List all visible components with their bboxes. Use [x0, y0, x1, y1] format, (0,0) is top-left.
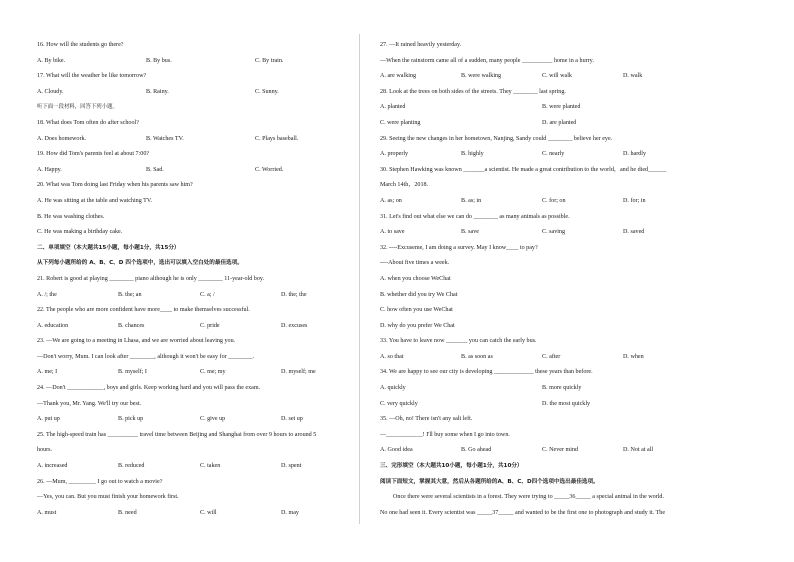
question-22-options — [37, 319, 372, 335]
question-21 — [37, 272, 372, 288]
question-30 — [380, 163, 720, 179]
option-a[interactable]: A. as; on — [380, 197, 402, 204]
option-c[interactable]: C. after — [542, 353, 561, 360]
question-33 — [380, 334, 720, 350]
option-c[interactable]: C. me; my — [200, 369, 226, 376]
section-2-instruction: 从下列每小题所给的 A、B、C、D 四个选项中，选出可以填入空白处的最佳选项。 — [37, 260, 243, 267]
option-b[interactable]: B. Go ahead — [461, 447, 492, 454]
question-34 — [380, 365, 720, 381]
question-25 — [37, 428, 372, 444]
question-21-options — [37, 288, 372, 304]
passage-line-1: Once there were several scientists in a forest. They were trying to _____36_____ a special animal in the world. — [393, 494, 664, 501]
question-27 — [380, 38, 720, 54]
option-c[interactable]: C. very quickly — [380, 400, 418, 407]
question-stem: ----About five times a week. — [380, 260, 450, 267]
question-30-cont — [380, 178, 720, 194]
question-18 — [37, 116, 372, 132]
option-c[interactable]: C. Worried. — [255, 166, 284, 173]
question-23-options — [37, 365, 372, 381]
option-c[interactable]: C. give up — [200, 416, 226, 423]
option-c[interactable]: C. taken — [200, 463, 221, 470]
question-stem: 35. —Oh, no! There isn't any salt left. — [380, 416, 473, 423]
question-stem: 18. What does Tom often do after school? — [37, 119, 139, 126]
question-stem: 27. —It rained heavily yesterday. — [380, 42, 462, 48]
option-c[interactable]: C. a; / — [200, 291, 215, 298]
question-27-reply — [380, 54, 720, 70]
question-stem: 32. ----Excuseme, I am doing a survey. May I know____ to pay? — [380, 244, 538, 251]
option-b[interactable]: B. need — [118, 509, 137, 516]
question-19 — [37, 147, 372, 163]
option-d[interactable]: D. the most quickly — [542, 400, 591, 407]
option-c[interactable]: C. nearly — [542, 151, 565, 158]
option-d[interactable]: D. excuses — [281, 322, 308, 329]
question-31 — [380, 210, 720, 226]
option-b[interactable]: B. the; an — [118, 291, 142, 298]
option-a[interactable]: A. increased — [37, 463, 68, 470]
question-25-options — [37, 459, 372, 475]
option-d[interactable]: D. when — [623, 353, 644, 360]
option-a[interactable]: A. to save — [380, 229, 405, 236]
option-d[interactable]: D. may — [281, 509, 299, 516]
question-30-options — [380, 194, 720, 210]
option-c[interactable]: C. saving — [542, 229, 566, 236]
option-b[interactable]: B. chances — [118, 322, 145, 329]
option-a[interactable]: A. By bike. — [37, 57, 66, 64]
question-29 — [380, 132, 720, 148]
question-stem: 34. We are happy to see our city is developing _____________ these years than before. — [380, 369, 593, 376]
question-stem: —When the rainstorm came all of a sudden, many people __________ home in a hurry. — [380, 57, 594, 64]
question-32-option-b[interactable]: B. whether did you try We Chat — [380, 291, 458, 298]
option-d[interactable]: D. Not at all — [623, 447, 654, 454]
question-32-option-c[interactable]: C. how often you use WeChat — [380, 307, 453, 314]
question-stem: 16. How will the students go there? — [37, 42, 124, 48]
question-28-options-ab — [380, 100, 720, 116]
option-c[interactable]: C. Never mind — [542, 447, 579, 454]
question-35 — [380, 412, 720, 428]
section-3-instruction: 阅读下面短文，掌握其大意，然后从各题所给的A、B、C、D四个选项中选出最佳选项。 — [380, 478, 599, 485]
question-29-options — [380, 147, 720, 163]
option-b[interactable]: B. highly — [461, 151, 484, 158]
option-d[interactable]: D. saved — [623, 229, 645, 236]
option-a[interactable]: A. properly — [380, 151, 409, 158]
listening-instruction: 听下面一段材料，回答下列小题。 — [37, 104, 118, 111]
question-19-options — [37, 163, 372, 179]
option-a[interactable]: A. quickly — [380, 385, 406, 392]
question-20 — [37, 178, 372, 194]
question-stem: 19. How did Tom's parents feel at about 7:00? — [37, 151, 150, 158]
question-20-option-c[interactable]: C. He was making a birthday cake. — [37, 229, 123, 236]
question-34-options-cd — [380, 397, 720, 413]
question-23-reply — [37, 350, 372, 366]
option-a[interactable]: A. education — [37, 322, 69, 329]
question-28 — [380, 85, 720, 101]
option-b[interactable]: B. Sad. — [146, 166, 164, 173]
question-34-options-ab — [380, 381, 720, 397]
question-32-option-d[interactable]: D. why do you prefer We Chat — [380, 322, 455, 329]
option-c[interactable]: C. were planting — [380, 119, 421, 126]
question-stem: 26. —Mum, _________ I go out to watch a movie? — [37, 478, 163, 485]
question-20-option-a[interactable]: A. He was sitting at the table and watching TV. — [37, 197, 153, 204]
question-stem: 30. Stephen Hawking was known _______a scientist. He made a great contribution to the world，and he died______ — [380, 166, 667, 173]
question-17 — [37, 69, 372, 85]
question-32-option-a[interactable]: A. when you choose WeChat — [380, 275, 451, 282]
option-c[interactable]: C. will walk — [542, 73, 572, 80]
option-d[interactable]: D. are planted — [542, 119, 577, 126]
option-c[interactable]: C. will — [200, 509, 217, 516]
option-a[interactable]: A. Good idea — [380, 447, 413, 454]
question-16 — [37, 38, 372, 54]
question-35-options — [380, 443, 720, 459]
option-d[interactable]: D. myself; me — [281, 369, 316, 376]
question-22 — [37, 303, 372, 319]
option-b[interactable]: B. pick up — [118, 416, 144, 423]
option-d[interactable]: D. spent — [281, 463, 302, 470]
question-24 — [37, 381, 372, 397]
question-stem: 29. Seeing the new changes in her hometown, Nanjing, Sandy could ________ believe her eye. — [380, 135, 613, 142]
option-b[interactable]: B. save — [461, 229, 479, 236]
option-a[interactable]: A. put up — [37, 416, 60, 423]
question-stem: hours. — [37, 447, 53, 454]
option-b[interactable]: B. Watches TV. — [146, 135, 184, 142]
option-c[interactable]: C. pride — [200, 322, 220, 329]
option-d[interactable]: D. hardly — [623, 151, 647, 158]
question-24-options — [37, 412, 372, 428]
question-stem: 24. —Don't ____________, boys and girls. Keep working hard and you will pass the exam. — [37, 385, 261, 392]
option-a[interactable]: A. planted — [380, 104, 406, 111]
question-26-options — [37, 506, 372, 522]
question-26-reply — [37, 490, 372, 506]
question-stem: 25. The high-speed train has __________ travel time between Beijing and Shanghai from over 9 hours to around 5 — [37, 431, 317, 438]
option-d[interactable]: D. walk — [623, 73, 643, 80]
option-b[interactable]: B. reduced — [118, 463, 145, 470]
question-stem: 23. —We are going to a meeting in Lhasa, and we are worried about leaving you. — [37, 338, 236, 345]
left-column — [37, 38, 372, 521]
question-32 — [380, 241, 720, 257]
question-25-cont — [37, 443, 372, 459]
option-b[interactable]: B. were walking — [461, 73, 502, 80]
question-stem: —____________! I'll buy some when I go into town. — [380, 431, 510, 438]
option-b[interactable]: B. By bus. — [146, 57, 172, 64]
question-stem: 33. You have to leave now _______ you can catch the early bus. — [380, 338, 537, 345]
option-b[interactable]: B. more quickly — [542, 385, 582, 392]
question-27-options — [380, 69, 720, 85]
question-23 — [37, 334, 372, 350]
question-stem: 28. Look at the trees on both sides of the streets. They ________ last spring. — [380, 88, 566, 95]
option-b[interactable]: B. as; in — [461, 197, 482, 204]
option-b[interactable]: B. myself; I — [118, 369, 147, 376]
question-24-reply — [37, 397, 372, 413]
option-c[interactable]: C. By train. — [255, 57, 284, 64]
option-d[interactable]: D. for; in — [623, 197, 646, 204]
question-stem: —Yes, you can. But you must finish your homework first. — [37, 494, 179, 501]
section-3-title: 三、完形填空（本大题共10小题，每小题1分，共10分） — [380, 463, 523, 470]
section-2-title: 二、单项填空（本大题共15小题，每小题1分，共15分） — [37, 244, 180, 251]
question-stem: —Don't worry, Mum. I can look after ________, although it won't be easy for ________. — [37, 353, 255, 360]
option-a[interactable]: A. me; I — [37, 369, 58, 376]
question-stem: 31. Let's find out what else we can do ________ as many animals as possible. — [380, 213, 570, 220]
option-b[interactable]: B. as soon as — [461, 353, 493, 360]
question-16-options — [37, 54, 372, 70]
question-stem: 17. What will the weather be like tomorrow? — [37, 73, 147, 80]
right-column — [380, 38, 720, 521]
passage-line-2: No one had seen it. Every scientist was _____37_____ and wanted to be the first one to photograph and study it. The — [380, 509, 666, 516]
question-35-reply — [380, 428, 720, 444]
question-32-reply — [380, 256, 720, 272]
option-b[interactable]: B. Rainy. — [146, 88, 169, 95]
question-31-options — [380, 225, 720, 241]
question-stem: 20. What was Tom doing last Friday when his parents saw him? — [37, 182, 193, 189]
question-28-options-cd — [380, 116, 720, 132]
question-stem: 21. Robert is good at playing ________ piano although he is only ________ 11-year-old boy. — [37, 275, 265, 282]
option-a[interactable]: A. so that — [380, 353, 404, 360]
option-c[interactable]: C. Sunny. — [255, 88, 279, 95]
option-d[interactable]: D. the; the — [281, 291, 307, 298]
option-a[interactable]: A. must — [37, 509, 57, 516]
question-17-options — [37, 85, 372, 101]
option-a[interactable]: A. Cloudy. — [37, 88, 64, 95]
question-stem: 22. The people who are more confident have more____ to make themselves successful. — [37, 307, 250, 314]
option-a[interactable]: A. Does homework. — [37, 135, 87, 142]
question-stem: March 14th，2018. — [380, 182, 429, 189]
option-b[interactable]: B. were planted — [542, 104, 581, 111]
option-c[interactable]: C. Plays baseball. — [255, 135, 299, 142]
option-a[interactable]: A. /; the — [37, 291, 57, 298]
question-33-options — [380, 350, 720, 366]
option-d[interactable]: D. set up — [281, 416, 303, 423]
option-a[interactable]: A. Happy. — [37, 166, 62, 173]
question-20-option-b[interactable]: B. He was washing clothes. — [37, 213, 105, 220]
option-c[interactable]: C. for; on — [542, 197, 566, 204]
option-a[interactable]: A. are walking — [380, 73, 417, 80]
question-stem: —Thank you, Mr. Yang. We'll try our best. — [37, 400, 142, 407]
question-26 — [37, 475, 372, 491]
question-18-options — [37, 132, 372, 148]
